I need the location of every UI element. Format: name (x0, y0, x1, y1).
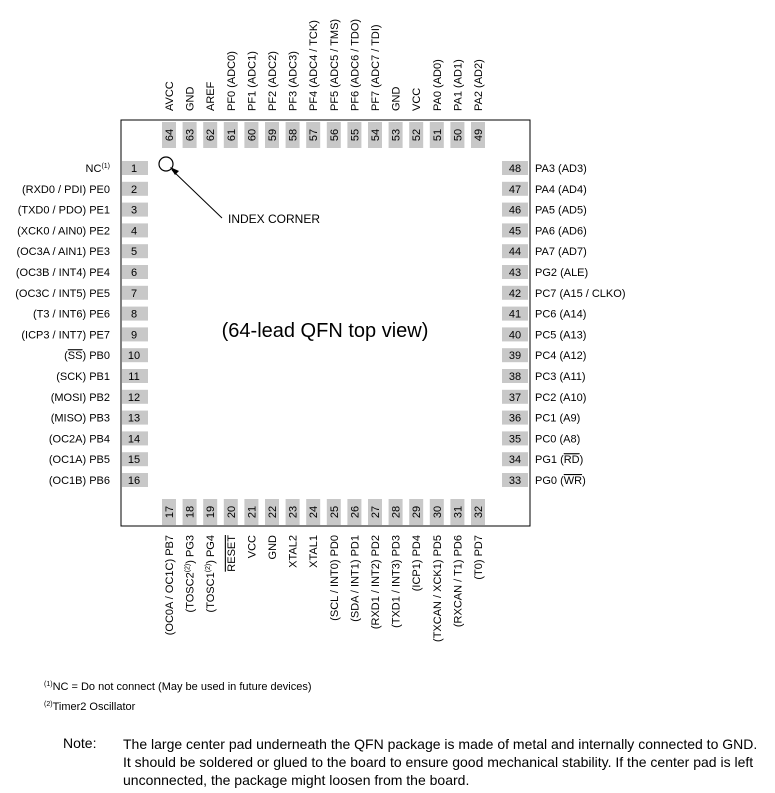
pin-number-14: 14 (127, 433, 141, 446)
pin-label-33: PG0 (WR) (535, 475, 586, 487)
pin-number-49: 49 (473, 128, 485, 142)
pin-label-32: (T0) PD7 (473, 535, 485, 580)
pin-label-44: PA7 (AD7) (535, 246, 587, 259)
pin-number-2: 2 (130, 183, 138, 196)
pin-number-57: 57 (308, 128, 321, 142)
note-label: Note: (63, 735, 97, 751)
pin-label-13: (MISO) PB3 (50, 412, 110, 425)
pin-number-13: 13 (127, 412, 141, 425)
pin-number-8: 8 (130, 308, 138, 321)
pin-label-59: PF2 (ADC2) (267, 51, 279, 111)
pin-number-4: 4 (130, 225, 138, 238)
pin-number-51: 51 (431, 128, 444, 142)
pin-label-58: PF3 (ADC3) (287, 51, 300, 111)
pin-number-23: 23 (287, 505, 300, 519)
pin-number-33: 33 (508, 475, 522, 487)
pin-number-32: 32 (473, 505, 485, 519)
pin-label-52: VCC (411, 87, 424, 111)
pin-label-47: PA4 (AD4) (535, 183, 587, 196)
pin-number-26: 26 (349, 505, 362, 519)
pin-label-17: (OC0A / OC1C) PB7 (164, 535, 176, 636)
footnote-2 (44, 700, 135, 714)
pin-label-55: PF6 (ADC6 / TDO) (349, 18, 362, 111)
pin-label-51: PA0 (AD0) (431, 59, 444, 111)
pin-number-16: 16 (127, 475, 141, 487)
pin-label-26: (SDA / INT1) PD1 (349, 535, 362, 622)
pin-number-56: 56 (328, 128, 341, 142)
pin-number-63: 63 (184, 128, 197, 142)
pin-label-2: (RXD0 / PDI) PE0 (21, 183, 110, 196)
pin-label-5: (OC3A / AIN1) PE3 (16, 246, 110, 259)
pin-number-22: 22 (267, 505, 279, 519)
pin-number-38: 38 (508, 371, 522, 383)
pin-number-15: 15 (127, 454, 141, 467)
pin-label-60: PF1 (ADC1) (246, 51, 259, 111)
pin-label-34: PG1 (RD) (535, 454, 584, 467)
pin-number-62: 62 (205, 128, 218, 142)
pin-number-59: 59 (267, 128, 279, 142)
pin-label-12: (MOSI) PB2 (50, 391, 110, 404)
pin-number-44: 44 (508, 246, 522, 259)
pin-number-39: 39 (508, 350, 522, 363)
pin-number-29: 29 (411, 505, 424, 519)
footnote-1 (44, 680, 312, 694)
footnote-2-mark: (2) (44, 701, 53, 708)
pin-number-37: 37 (508, 391, 522, 404)
pin-number-25: 25 (328, 505, 341, 519)
pin-label-53: GND (390, 86, 403, 111)
pin-label-43: PG2 (ALE) (535, 267, 589, 279)
pin-label-22: GND (267, 535, 279, 560)
pin-label-40: PC5 (A13) (535, 329, 587, 342)
pin-number-30: 30 (431, 505, 444, 519)
pin-label-31: (RXCAN / T1) PD6 (452, 535, 465, 628)
pin-number-11: 11 (128, 371, 140, 383)
pin-label-42: PC7 (A15 / CLKO) (535, 287, 626, 300)
pin-label-27: (RXD1 / INT2) PD2 (370, 535, 382, 630)
pin-number-21: 21 (246, 505, 259, 519)
pin-number-7: 7 (130, 287, 138, 300)
pin-label-46: PA5 (AD5) (535, 204, 587, 217)
pin-number-53: 53 (390, 128, 403, 142)
pin-label-57: PF4 (ADC4 / TCK) (308, 20, 321, 111)
pin-label-39: PC4 (A12) (535, 350, 587, 363)
pin-number-47: 47 (508, 183, 522, 196)
pin-number-45: 45 (508, 225, 522, 238)
pin-number-54: 54 (370, 128, 382, 142)
pin-number-17: 17 (164, 505, 176, 519)
pin-number-18: 18 (184, 505, 197, 519)
pin-label-24: XTAL1 (308, 535, 321, 568)
pin-number-48: 48 (508, 163, 522, 175)
pin-label-48: PA3 (AD3) (535, 163, 587, 175)
pin-number-20: 20 (225, 505, 238, 519)
pin-label-19: (TOSC1$^{(2)}$) PG4 (205, 535, 218, 613)
pin-number-12: 12 (127, 391, 141, 404)
pin-label-8: (T3 / INT6) PE6 (32, 308, 110, 321)
pin-number-3: 3 (130, 204, 138, 217)
pin-label-49: PA2 (AD2) (473, 59, 485, 111)
pin-number-10: 10 (127, 350, 141, 363)
pin-number-27: 27 (370, 505, 382, 519)
pin-label-3: (TXD0 / PDO) PE1 (17, 204, 110, 217)
pin-number-31: 31 (452, 505, 465, 519)
pin-label-63: GND (184, 86, 197, 111)
pin-number-35: 35 (508, 433, 522, 446)
pin-number-41: 41 (508, 308, 522, 321)
pin-label-4: (XCK0 / AIN0) PE2 (17, 225, 110, 238)
pin-number-42: 42 (508, 287, 522, 300)
pin-label-28: (TXD1 / INT3) PD3 (390, 535, 403, 628)
pin-label-18: (TOSC2$^{(2)}$) PG3 (184, 535, 197, 613)
pin-label-16: (OC1B) PB6 (48, 475, 110, 487)
pin-number-64: 64 (164, 128, 176, 142)
pin-number-24: 24 (308, 505, 321, 519)
index-corner-label: INDEX CORNER (228, 212, 321, 226)
pin-label-9: (ICP3 / INT7) PE7 (21, 329, 110, 342)
pin-label-25: (SCL / INT0) PD0 (328, 535, 341, 621)
pin-number-46: 46 (508, 204, 522, 217)
pin-number-9: 9 (130, 329, 138, 342)
pin-number-34: 34 (508, 454, 522, 467)
pin-label-10: (SS) PB0 (64, 350, 110, 363)
pin-number-1: 1 (130, 163, 138, 175)
pin-label-11: (SCK) PB1 (56, 371, 110, 383)
pin-label-56: PF5 (ADC5 / TMS) (328, 18, 341, 111)
pin-number-55: 55 (349, 128, 362, 142)
pin-label-1: NC$^{(1)}$ (85, 163, 110, 175)
pin-label-14: (OC2A) PB4 (48, 433, 110, 446)
pin-label-45: PA6 (AD6) (535, 225, 587, 238)
pin-label-30: (TXCAN / XCK1) PD5 (431, 535, 444, 642)
pin-label-50: PA1 (AD1) (452, 59, 465, 111)
footnote-1-mark: (1) (44, 681, 53, 688)
pin-label-15: (OC1A) PB5 (48, 454, 110, 467)
pin-label-7: (OC3C / INT5) PE5 (15, 287, 110, 300)
pin-label-36: PC1 (A9) (535, 412, 581, 425)
pin-label-38: PC3 (A11) (535, 371, 586, 383)
pin-label-62: AREF (205, 81, 218, 111)
footnote-2-text: Timer2 Oscillator (52, 701, 136, 713)
pin-label-41: PC6 (A14) (535, 308, 587, 321)
pin-number-19: 19 (205, 505, 218, 519)
pin-number-5: 5 (130, 246, 138, 259)
pin-label-54: PF7 (ADC7 / TDI) (370, 24, 382, 111)
pin-number-36: 36 (508, 412, 522, 425)
package-title: (64-lead QFN top view) (221, 320, 429, 342)
pin-number-60: 60 (246, 128, 259, 142)
pin-label-23: XTAL2 (287, 535, 300, 568)
pin-label-20: RESET (225, 535, 238, 572)
footnote-1-text: NC = Do not connect (May be used in future devices) (52, 681, 312, 693)
pin-number-50: 50 (452, 128, 465, 142)
pin-number-28: 28 (390, 505, 403, 519)
pin-number-52: 52 (411, 128, 424, 142)
pin-label-35: PC0 (A8) (535, 433, 581, 446)
pin-number-43: 43 (508, 267, 522, 279)
pin-label-21: VCC (246, 535, 259, 559)
pin-number-40: 40 (508, 329, 522, 342)
pin-number-58: 58 (287, 128, 300, 142)
pin-label-29: (ICP1) PD4 (411, 535, 424, 592)
pin-label-64: AVCC (164, 81, 176, 111)
pin-label-37: PC2 (A10) (535, 391, 587, 404)
pin-label-61: PF0 (ADC0) (225, 51, 238, 111)
pin-number-61: 61 (225, 128, 238, 142)
pin-number-6: 6 (130, 267, 138, 279)
note-text: The large center pad underneath the QFN package is made of metal and internally connected to GND. It should be soldered or glued to the board to ensure good mechanical stability. If the center pad is left unconnected, the package might loosen from the board. (123, 736, 758, 788)
pin-label-6: (OC3B / INT4) PE4 (15, 267, 110, 279)
